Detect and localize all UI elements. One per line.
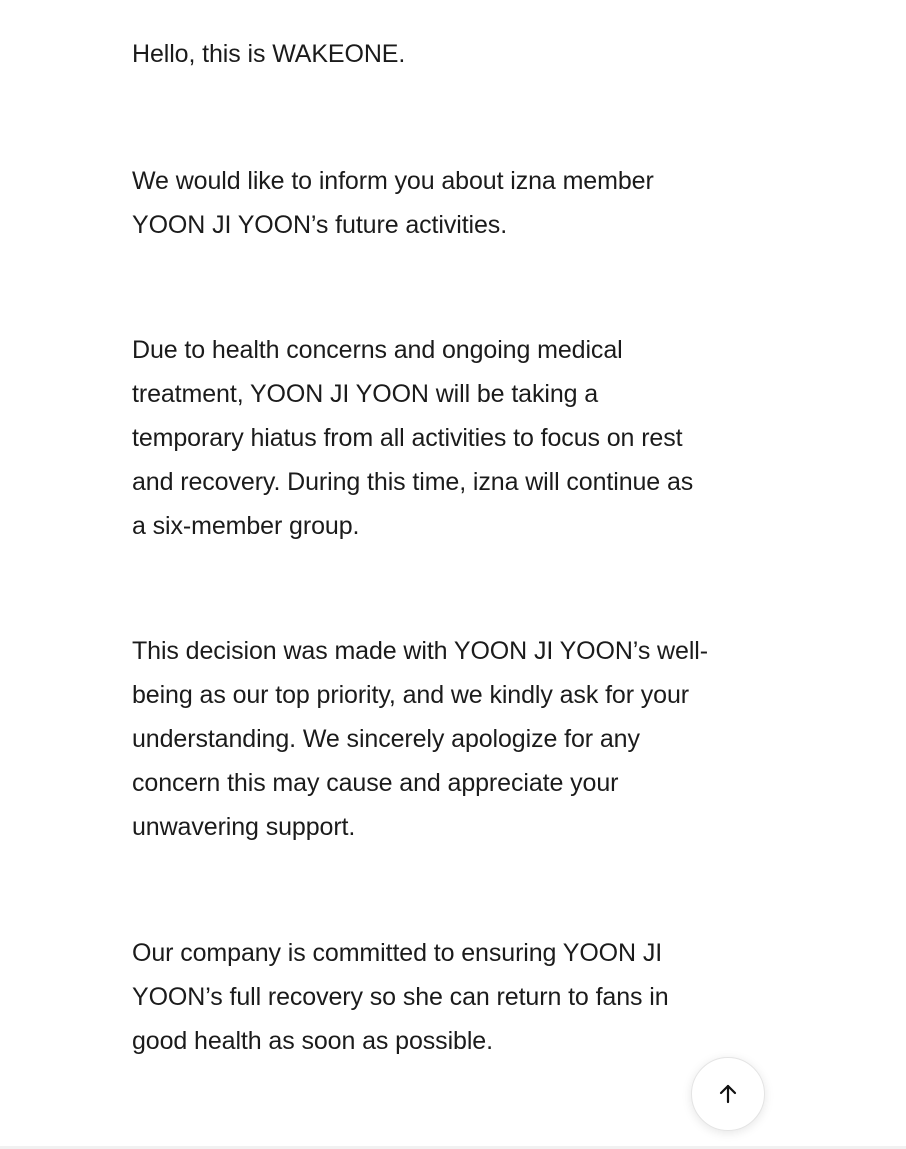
recovery-paragraph: Our company is committed to ensuring YOON JI YOON’s full recovery so she can return to fans in good health as soon as possible. (132, 939, 669, 1055)
greeting-paragraph: Hello, this is WAKEONE. (132, 40, 406, 68)
arrow-up-icon (716, 1082, 740, 1106)
intro-paragraph: We would like to inform you about izna member YOON JI YOON’s future activities. (132, 167, 654, 239)
decision-paragraph: This decision was made with YOON JI YOON’s well- being as our top priority, and we kindly ask for your understanding. We sincerely apologize for any concern this may cause and appreciate your unwavering support. (132, 637, 708, 841)
hiatus-paragraph: Due to health concerns and ongoing medical treatment, YOON JI YOON will be taking a temporary hiatus from all activities to focus on rest and recovery. During this time, izna will continue as a six-member group. (132, 336, 694, 540)
scroll-to-top-button[interactable] (691, 1057, 765, 1131)
